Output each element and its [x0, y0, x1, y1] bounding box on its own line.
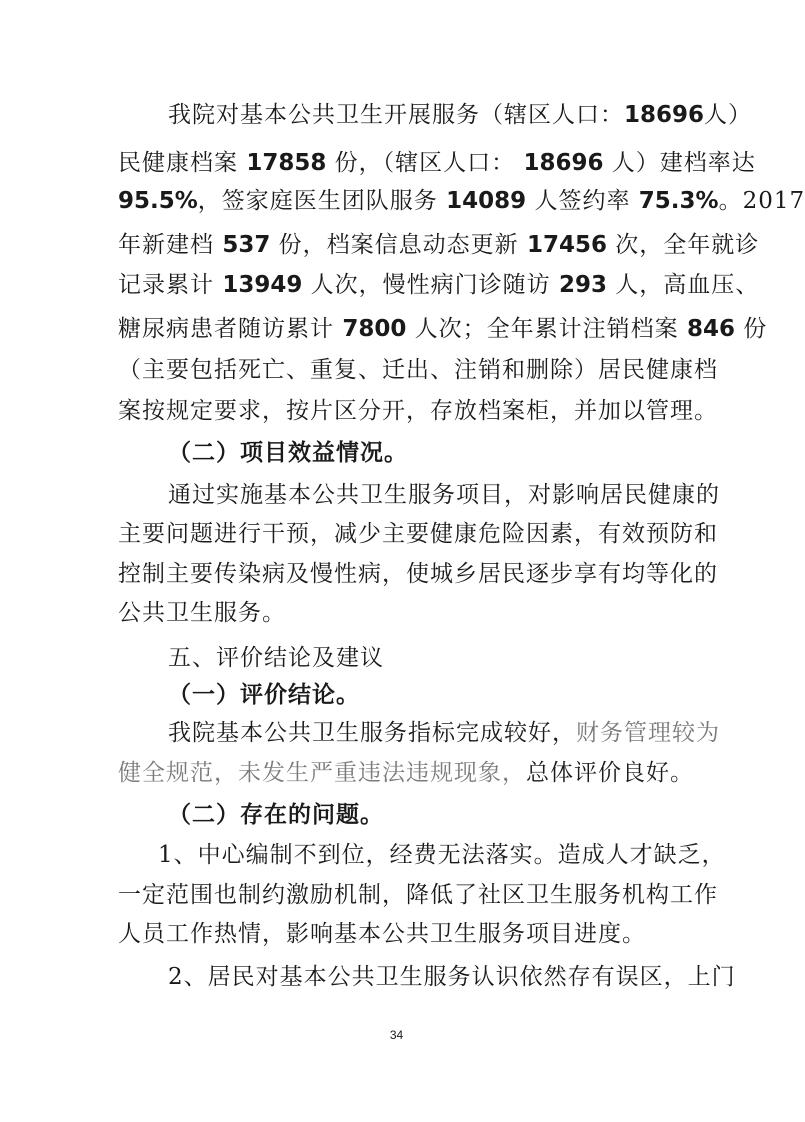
paragraph-line: 主要问题进行干预，减少主要健康危险因素，有效预防和 [118, 521, 718, 547]
paragraph-line: 我院基本公共卫生服务指标完成较好，财务管理较为 [168, 720, 720, 746]
subsection-heading: （一）评价结论。 [168, 682, 360, 708]
section-heading: 五、评价结论及建议 [168, 645, 384, 671]
paragraph-line: 通过实施基本公共卫生服务项目，对影响居民健康的 [168, 482, 720, 508]
paragraph-line: 控制主要传染病及慢性病，使城乡居民逐步享有均等化的 [118, 561, 718, 587]
paragraph-line: 记录累计 13949 人次，慢性病门诊随访 293 人，高血压、 [118, 272, 760, 298]
list-item: 2、居民对基本公共卫生服务认识依然存有误区，上门 [168, 964, 736, 990]
paragraph-line: 案按规定要求，按片区分开，存放档案柜，并加以管理。 [118, 398, 718, 424]
subsection-heading: （二）项目效益情况。 [168, 440, 408, 466]
paragraph-line: 95.5%，签家庭医生团队服务 14089 人签约率 75.3%。2017 [118, 188, 805, 214]
paragraph-line: 人员工作热情，影响基本公共卫生服务项目进度。 [118, 921, 646, 947]
paragraph-line: （主要包括死亡、重复、迁出、注销和删除）居民健康档 [118, 357, 718, 383]
paragraph-line: 民健康档案 17858 份，（辖区人口： 18696 人）建档率达 [118, 150, 756, 176]
list-item: 1、中心编制不到位，经费无法落实。造成人才缺乏， [158, 842, 726, 868]
paragraph-line: 年新建档 537 份，档案信息动态更新 17456 次，全年就诊 [118, 232, 760, 258]
paragraph-line: 一定范围也制约激励机制，降低了社区卫生服务机构工作 [118, 882, 718, 908]
subsection-heading: （二）存在的问题。 [168, 802, 384, 828]
paragraph-line: 健全规范，未发生严重违法违规现象，总体评价良好。 [118, 760, 694, 786]
page-number: 34 [389, 1028, 404, 1042]
paragraph-line: 公共卫生服务。 [118, 600, 286, 626]
paragraph-line: 我院对基本公共卫生开展服务（辖区人口：18696人） [168, 102, 753, 128]
paragraph-line: 糖尿病患者随访累计 7800 人次；全年累计注销档案 846 份 [118, 316, 768, 342]
